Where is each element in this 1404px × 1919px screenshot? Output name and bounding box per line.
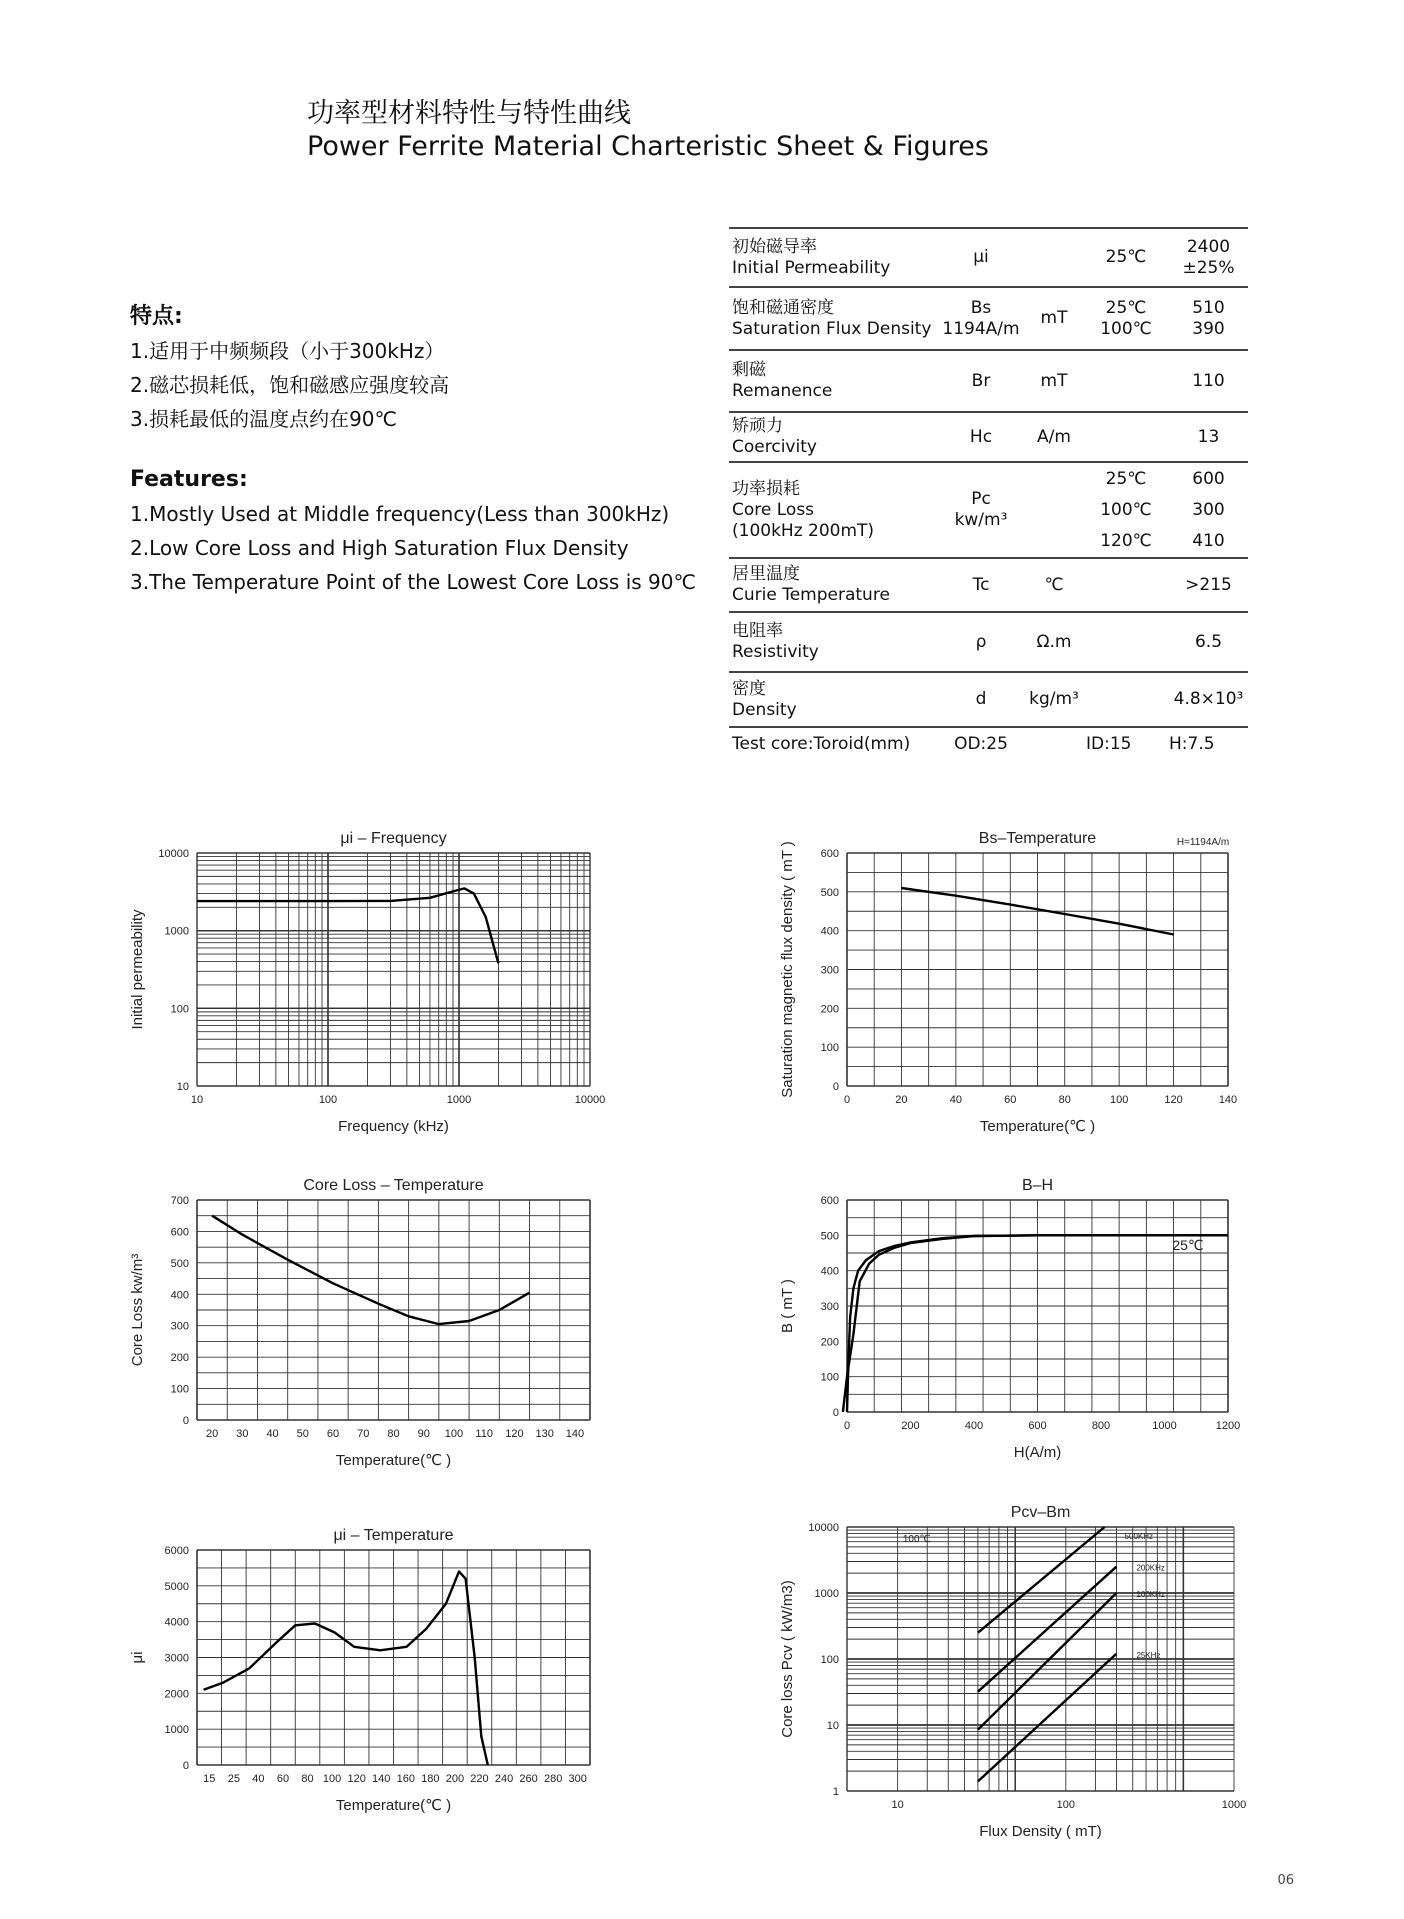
param-name-cn: 初始磁导率 [732, 236, 817, 257]
x-axis-label: Flux Density ( mT) [979, 1823, 1102, 1840]
series-label: 100KHz [1136, 1590, 1165, 1599]
x-tick-label: 1000 [446, 1094, 472, 1106]
test-core-id: ID:15 [1086, 734, 1132, 754]
x-tick-label: 100 [444, 1428, 464, 1440]
y-tick-label: 400 [820, 925, 839, 938]
x-tick-label: 30 [236, 1428, 249, 1440]
x-tick-label: 10 [190, 1094, 204, 1106]
param-value: 510 [1192, 297, 1225, 318]
table-row [729, 672, 1248, 727]
features-en [130, 463, 696, 599]
param-condition: 25℃ [1083, 228, 1166, 287]
spec-table [729, 227, 1248, 761]
x-axis-label: Temperature(℃ ) [335, 1452, 452, 1469]
chart-title: B–H [1021, 1177, 1054, 1194]
feature-en-item: 1.Mostly Used at Middle frequency(Less than 300kHz) [130, 502, 670, 526]
table-row [729, 350, 1248, 412]
param-name-en: Coercivity [732, 437, 817, 457]
chart-title: μi – Temperature [333, 1527, 454, 1544]
feature-en-item: 2.Low Core Loss and High Saturation Flux Density [130, 536, 629, 560]
series-line [978, 1654, 1117, 1782]
y-tick-label: 0 [182, 1415, 189, 1427]
param-value: >215 [1166, 558, 1248, 612]
param-unit: mT [1022, 287, 1083, 350]
param-symbol: Tc [937, 558, 1022, 612]
y-tick-label: 0 [832, 1407, 839, 1419]
y-tick-label: 500 [820, 886, 839, 899]
page-title-cn: 功率型材料特性与特性曲线 [307, 98, 631, 129]
y-tick-label: 100 [820, 1654, 839, 1666]
param-symbol: Pc [971, 489, 991, 509]
chart-note: 100℃ [902, 1534, 931, 1545]
x-tick-label: 15 [203, 1773, 216, 1785]
x-tick-label: 140 [1218, 1094, 1238, 1106]
param-condition: 25℃ [1105, 297, 1147, 318]
param-unit: kg/m³ [1022, 672, 1083, 727]
y-tick-label: 700 [170, 1195, 189, 1207]
x-tick-label: 110 [475, 1428, 493, 1440]
series-line [978, 1567, 1117, 1692]
y-tick-label: 600 [820, 848, 839, 860]
chart-title: Bs–Temperature [978, 830, 1097, 847]
series-line [204, 1572, 488, 1766]
table-row [729, 412, 1248, 462]
x-tick-label: 50 [296, 1428, 309, 1440]
x-tick-label: 260 [519, 1773, 538, 1785]
param-value: 6.5 [1166, 612, 1248, 672]
param-name-cn: 电阻率 [732, 621, 783, 641]
x-tick-label: 1000 [1221, 1799, 1247, 1811]
x-tick-label: 40 [949, 1094, 962, 1106]
table-row [729, 558, 1248, 612]
y-tick-label: 100 [170, 1003, 189, 1016]
y-axis-label: Core loss Pcv ( kW/m3) [779, 1580, 796, 1738]
y-tick-label: 100 [820, 1371, 839, 1384]
param-name-cn: 密度 [732, 678, 766, 699]
table-row [729, 462, 1248, 558]
param-symbol: Bs [970, 297, 992, 318]
x-tick-label: 220 [470, 1773, 489, 1785]
param-name-cn: 剩磁 [732, 360, 766, 380]
param-condition [1083, 612, 1166, 672]
table-row [729, 612, 1248, 672]
param-symbol: Br [937, 350, 1022, 412]
table-row [729, 228, 1248, 287]
param-unit: A/m [1022, 412, 1083, 462]
param-condition [1083, 412, 1166, 462]
param-unit: Ω.m [1022, 612, 1083, 672]
x-tick-label: 120 [1164, 1094, 1183, 1106]
param-symbol: d [937, 672, 1022, 727]
chart-note: 25℃ [1172, 1237, 1204, 1253]
x-tick-label: 10 [891, 1799, 904, 1811]
x-tick-label: 800 [1091, 1420, 1111, 1432]
x-tick-label: 200 [901, 1420, 920, 1432]
y-axis-label: Initial permeability [129, 909, 146, 1030]
series-line [978, 1527, 1105, 1633]
x-tick-label: 300 [568, 1773, 587, 1785]
y-tick-label: 400 [170, 1289, 189, 1302]
x-tick-label: 20 [205, 1428, 219, 1440]
x-tick-label: 60 [326, 1428, 340, 1440]
x-tick-label: 1000 [1152, 1420, 1177, 1432]
x-tick-label: 600 [1028, 1420, 1047, 1432]
x-tick-label: 130 [535, 1428, 554, 1440]
param-name-en: Resistivity [732, 642, 819, 662]
param-unit: ℃ [1022, 558, 1083, 612]
x-tick-label: 80 [301, 1773, 314, 1785]
x-tick-label: 60 [1004, 1094, 1017, 1106]
x-axis-label: Frequency (kHz) [338, 1118, 449, 1135]
param-name-cn: 饱和磁通密度 [732, 297, 834, 318]
y-tick-label: 1000 [164, 925, 189, 938]
series-line [212, 1216, 529, 1324]
chart-title: Pcv–Bm [1010, 1504, 1071, 1521]
y-tick-label: 200 [170, 1352, 189, 1365]
x-tick-label: 1200 [1215, 1420, 1241, 1432]
y-tick-label: 10 [826, 1720, 839, 1732]
x-tick-label: 100 [322, 1773, 342, 1785]
x-tick-label: 400 [964, 1420, 984, 1432]
series-line [901, 888, 1173, 935]
y-tick-label: 200 [820, 1003, 839, 1016]
x-tick-label: 140 [565, 1428, 585, 1440]
y-axis-label: Saturation magnetic flux density ( mT ) [779, 841, 796, 1098]
x-axis-label: H(A/m) [1013, 1444, 1062, 1461]
y-tick-label: 100 [170, 1383, 189, 1396]
x-tick-label: 70 [357, 1428, 370, 1440]
features-en-heading: Features: [130, 467, 248, 492]
y-axis-label: B ( mT ) [779, 1279, 796, 1333]
param-name-cn: 功率损耗 [732, 478, 800, 499]
y-tick-label: 300 [820, 964, 839, 977]
test-core-h: H:7.5 [1169, 734, 1215, 754]
y-tick-label: 1 [832, 1786, 839, 1798]
param-value: 390 [1192, 318, 1225, 339]
test-core-row [729, 727, 1248, 761]
x-tick-label: 80 [1058, 1094, 1071, 1106]
param-symbol-unit: kw/m³ [954, 510, 1008, 530]
chart-title: μi – Frequency [340, 830, 447, 847]
y-tick-label: 600 [820, 1195, 839, 1207]
x-tick-label: 100 [1109, 1094, 1129, 1106]
x-tick-label: 90 [417, 1428, 430, 1440]
y-tick-label: 4000 [164, 1616, 189, 1629]
x-tick-label: 40 [266, 1428, 279, 1440]
x-tick-label: 25 [227, 1773, 240, 1785]
param-name-en: Saturation Flux Density [732, 318, 932, 339]
feature-cn-item: 2.磁芯损耗低，饱和磁感应强度较高 [130, 373, 450, 397]
series-line [843, 1235, 1228, 1412]
y-tick-label: 400 [820, 1265, 839, 1278]
param-value: 13 [1166, 412, 1248, 462]
series-line [847, 1235, 1228, 1412]
feature-cn-item: 1.适用于中频频段（小于300kHz） [130, 339, 445, 363]
x-axis-label: Temperature(℃ ) [979, 1118, 1096, 1135]
param-name-en: Initial Permeability [732, 257, 891, 278]
param-name-en: Remanence [732, 381, 833, 401]
x-tick-label: 180 [421, 1773, 440, 1785]
param-condition: 120℃ [1100, 530, 1152, 551]
chart-title: Core Loss – Temperature [303, 1177, 484, 1194]
param-value: 4.8×10³ [1166, 672, 1248, 727]
y-tick-label: 10 [176, 1081, 189, 1093]
param-name-cn: 矫顽力 [732, 416, 783, 436]
y-tick-label: 1000 [814, 1588, 839, 1600]
param-name-en: Curie Temperature [732, 585, 890, 605]
param-condition [1083, 558, 1166, 612]
param-name-en-note: (100kHz 200mT) [732, 520, 875, 541]
param-value: 410 [1192, 530, 1225, 551]
param-name-cn: 居里温度 [732, 564, 800, 584]
x-tick-label: 80 [387, 1428, 400, 1440]
param-symbol: Hc [937, 412, 1022, 462]
param-name-en: Core Loss [732, 499, 815, 520]
param-value: 2400 [1186, 236, 1231, 257]
x-tick-label: 60 [276, 1773, 290, 1785]
y-tick-label: 10000 [158, 848, 189, 860]
y-axis-label: μi [129, 1651, 146, 1664]
y-tick-label: 500 [170, 1257, 189, 1270]
x-tick-label: 100 [318, 1094, 338, 1106]
x-tick-label: 280 [543, 1773, 563, 1785]
series-label: 500KHz [1124, 1532, 1154, 1541]
y-tick-label: 500 [820, 1230, 839, 1243]
param-value: 600 [1192, 468, 1225, 489]
features-cn [130, 300, 449, 436]
test-core-od: OD:25 [954, 734, 1008, 754]
y-tick-label: 600 [170, 1226, 189, 1239]
y-tick-label: 0 [182, 1760, 189, 1772]
param-unit: mT [1022, 350, 1083, 412]
x-tick-label: 10000 [574, 1094, 606, 1106]
y-tick-label: 200 [820, 1336, 839, 1349]
x-tick-label: 200 [445, 1773, 465, 1785]
y-tick-label: 2000 [164, 1688, 189, 1701]
series-line [197, 888, 498, 963]
x-tick-label: 120 [505, 1428, 524, 1440]
param-condition: 100℃ [1100, 318, 1152, 339]
y-tick-label: 10000 [808, 1522, 839, 1534]
y-tick-label: 6000 [164, 1545, 189, 1557]
table-row [729, 287, 1248, 350]
param-condition: 25℃ [1105, 468, 1147, 489]
page-title-en: Power Ferrite Material Charteristic Sheet & Figures [307, 131, 989, 162]
x-tick-label: 100 [1056, 1799, 1075, 1811]
series-line [978, 1593, 1117, 1730]
page-number: 06 [1277, 1873, 1294, 1888]
param-value: 300 [1192, 499, 1225, 520]
y-tick-label: 300 [170, 1320, 189, 1333]
x-axis-label: Temperature(℃ ) [335, 1797, 452, 1814]
x-tick-label: 0 [843, 1094, 851, 1106]
feature-en-item: 3.The Temperature Point of the Lowest Core Loss is 90℃ [130, 570, 696, 594]
y-tick-label: 3000 [164, 1652, 189, 1665]
param-condition: 100℃ [1100, 499, 1152, 520]
test-core-label: Test core:Toroid(mm) [732, 734, 911, 754]
features-cn-heading: 特点: [130, 304, 183, 329]
x-tick-label: 160 [396, 1773, 415, 1785]
y-tick-label: 100 [820, 1042, 839, 1055]
param-condition [1083, 672, 1166, 727]
param-condition [1083, 350, 1166, 412]
y-tick-label: 5000 [164, 1580, 189, 1593]
param-symbol-note: 1194A/m [942, 318, 1020, 339]
x-tick-label: 20 [895, 1094, 908, 1106]
series-label: 25KHz [1136, 1650, 1161, 1660]
y-tick-label: 300 [820, 1301, 839, 1313]
chart-note: H=1194A/m [1176, 837, 1230, 848]
param-value: ±25% [1182, 257, 1235, 278]
param-name-en: Density [732, 699, 797, 720]
y-axis-label: Core Loss kw/m³ [129, 1253, 146, 1367]
x-tick-label: 40 [252, 1773, 265, 1785]
x-tick-label: 140 [372, 1773, 391, 1785]
feature-cn-item: 3.损耗最低的温度点约在90℃ [130, 407, 397, 431]
x-tick-label: 120 [347, 1773, 366, 1785]
param-unit [1022, 462, 1083, 558]
y-tick-label: 0 [832, 1081, 839, 1093]
param-value: 110 [1166, 350, 1248, 412]
x-tick-label: 0 [843, 1420, 851, 1432]
series-label: 200KHz [1136, 1563, 1165, 1573]
param-symbol: ρ [937, 612, 1022, 672]
param-symbol: μi [937, 228, 1022, 287]
y-tick-label: 1000 [164, 1724, 189, 1737]
x-tick-label: 240 [494, 1773, 514, 1785]
param-unit [1022, 228, 1083, 287]
